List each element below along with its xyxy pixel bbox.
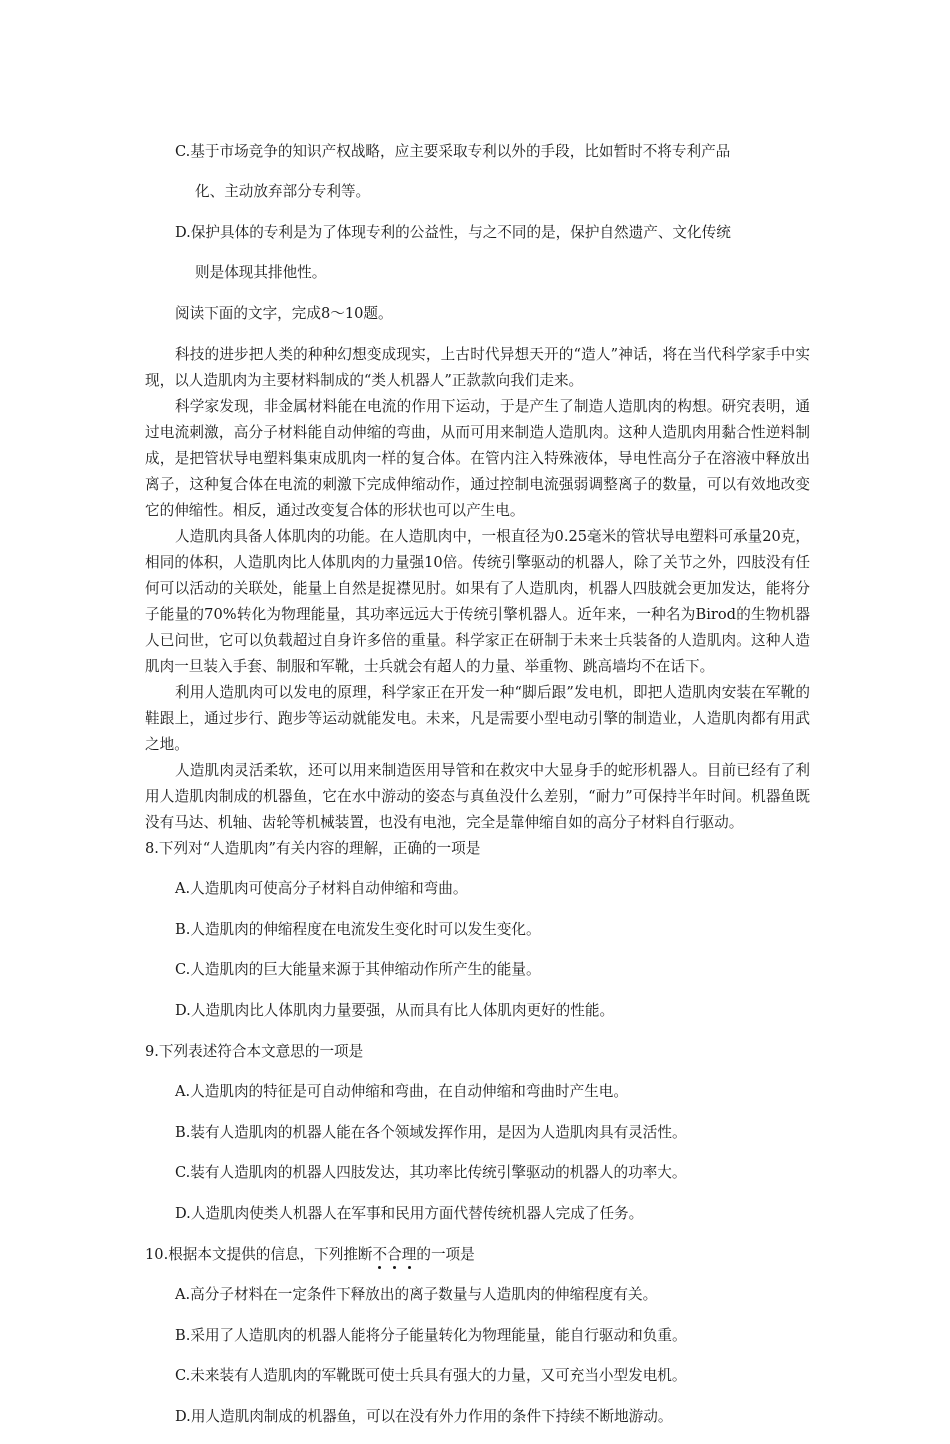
question-8-option-b: B.人造肌肉的伸缩程度在电流发生变化时可以发生变化。 (175, 920, 541, 938)
question-10-stem (145, 1242, 810, 1268)
prev-option-d (145, 220, 810, 287)
emphasis-dot (408, 1266, 411, 1269)
passage-paragraph-5: 人造肌肉灵活柔软，还可以用来制造医用导管和在救灾中大显身手的蛇形机器人。目前已经有了利用人造肌肉制成的机器鱼，它在水中游动的姿态与真鱼没什么差别，“耐力”可保持半年时间。机器鱼既没有马达、机轴、齿轮等机械装置，也没有电池，完全是靠伸缩自如的高分子材料自行驱动。 (145, 761, 810, 831)
question-8-option-a: A.人造肌肉可使高分子材料自动伸缩和弯曲。 (175, 880, 468, 898)
passage-paragraph-3: 人造肌肉具备人体肌肉的功能。在人造肌肉中，一根直径为0.25毫米的管状导电塑料可承量20克，相同的体积，人造肌肉比人体肌肉的力量强10倍。传统引擎驱动的机器人，除了关节之外，四肢没有任何可以活动的关联处，能量上自然是捉襟见肘。如果有了人造肌肉，机器人四肢就会更加发达，能将分子能量的70%转化为物理能量，其功率远远大于传统引擎机器人。近年来，一种名为Birod的生物机器人已问世，它可以负载超过自身许多倍的重量。科学家正在研制于未来士兵装备的人造肌肉。这种人造肌肉一旦装入手套、制服和军靴，士兵就会有超人的力量、举重物、跳高墙均不在话下。 (145, 527, 810, 675)
reading-instruction: 阅读下面的文字，完成8～10题。 (175, 304, 393, 322)
passage-paragraph-4: 利用人造肌肉可以发电的原理，科学家正在开发一种“脚后跟”发电机，即把人造肌肉安装在军靴的鞋跟上，通过步行、跑步等运动就能发电。未来，凡是需要小型电动引擎的制造业，人造肌肉都有用武之地。 (145, 683, 810, 753)
emphasis-dot (378, 1266, 381, 1269)
question-10 (145, 1242, 810, 1430)
emphasis-char-1: 不 (373, 1246, 388, 1263)
question-8-stem: 8.下列对“人造肌肉”有关内容的理解，正确的一项是 (145, 839, 481, 857)
question-10-option-a: A.高分子材料在一定条件下释放出的离子数量与人造肌肉的伸缩程度有关。 (175, 1286, 658, 1304)
question-9 (145, 1039, 810, 1227)
question-8-option-c: C.人造肌肉的巨大能量来源于其伸缩动作所产生的能量。 (175, 961, 541, 979)
passage-paragraph-1: 科技的进步把人类的种种幻想变成现实，上古时代异想天开的“造人”神话，将在当代科学家手中实现，以人造肌肉为主要材料制成的“类人机器人”正款款向我们走来。 (145, 345, 810, 389)
question-9-option-b: B.装有人造肌肉的机器人能在各个领域发挥作用，是因为人造肌肉具有灵活性。 (175, 1123, 687, 1141)
question-10-option-b: B.采用了人造肌肉的机器人能将分子能量转化为物理能量，能自行驱动和负重。 (175, 1326, 687, 1344)
question-8-option-d: D.人造肌肉比人体肌肉力量要强，从而具有比人体肌肉更好的性能。 (175, 1001, 615, 1019)
page-content (145, 124, 810, 1444)
emphasis-char-2: 合 (387, 1246, 402, 1263)
emphasis-char-3: 理 (402, 1246, 417, 1263)
question-9-option-a: A.人造肌肉的特征是可自动伸缩和弯曲，在自动伸缩和弯曲时产生电。 (175, 1083, 628, 1101)
question-10-option-d: D.用人造肌肉制成的机器鱼，可以在没有外力作用的条件下持续不断地游动。 (175, 1407, 673, 1425)
question-10-stem-after: 的一项是 (416, 1245, 475, 1263)
prev-option-d-line1: D.保护具体的专利是为了体现专利的公益性，与之不同的是，保护自然遗产、文化传统 (175, 223, 731, 241)
question-10-stem-before: 10.根据本文提供的信息，下列推断 (145, 1245, 373, 1263)
passage-paragraph-2: 科学家发现，非金属材料能在电流的作用下运动，于是产生了制造人造肌肉的构想。研究表明，通过电流刺激，高分子材料能自动伸缩的弯曲，从而可用来制造人造肌肉。这种人造肌肉用黏合性逆料制成，是把管状导电塑料集束成肌肉一样的复合体。在管内注入特殊液体，导电性高分子在溶液中释放出离子，这种复合体在电流的刺激下完成伸缩动作，通过控制电流强弱调整离子的数量，可以有效地改变它的伸缩性。相反，通过改变复合体的形状也可以产生电。 (145, 397, 810, 519)
question-9-option-c: C.装有人造肌肉的机器人四肢发达，其功率比传统引擎驱动的机器人的功率大。 (175, 1164, 687, 1182)
question-9-option-d: D.人造肌肉使类人机器人在军事和民用方面代替传统机器人完成了任务。 (175, 1204, 644, 1222)
prev-option-c-line1: C.基于市场竞争的知识产权战略，应主要采取专利以外的手段，比如暂时不将专利产品 (175, 142, 731, 160)
question-10-option-c: C.未来装有人造肌肉的军靴既可使士兵具有强大的力量，又可充当小型发电机。 (175, 1367, 687, 1385)
question-8 (145, 836, 810, 1024)
emphasis-dot (393, 1266, 396, 1269)
prev-option-c (145, 139, 810, 206)
prev-option-d-line2: 则是体现其排他性。 (195, 264, 327, 282)
question-9-stem: 9.下列表述符合本文意思的一项是 (145, 1042, 364, 1060)
prev-option-c-line2: 化、主动放弃部分专利等。 (195, 183, 371, 201)
